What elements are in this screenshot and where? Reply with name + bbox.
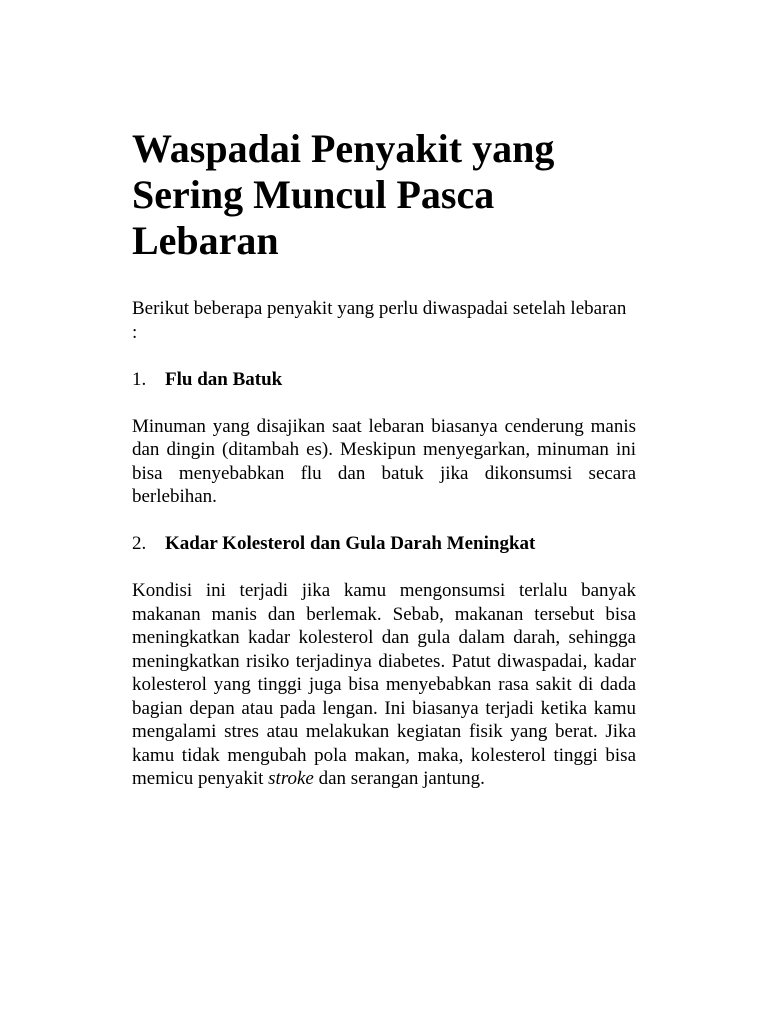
italic-term: stroke	[268, 768, 314, 789]
spacer	[132, 391, 636, 415]
spacer	[132, 556, 636, 580]
section-number: 1.	[132, 368, 147, 390]
spacer	[132, 509, 636, 533]
spacer	[132, 344, 636, 368]
document-page	[132, 126, 636, 791]
section-heading-1	[132, 368, 636, 392]
section-heading-text: Flu dan Batuk	[165, 368, 283, 390]
intro-paragraph: Berikut beberapa penyakit yang perlu diwaspadai setelah lebaran :	[132, 298, 627, 343]
section-heading-text: Kadar Kolesterol dan Gula Darah Meningkat	[165, 533, 536, 554]
section-body-1: Minuman yang disajikan saat lebaran biasanya cenderung manis dan dingin (ditambah es). Meskipun menyegarkan, minuman ini bisa menyebabkan flu dan batuk jika dikonsumsi secara berlebihan.	[132, 415, 636, 507]
section-heading-2	[132, 532, 636, 556]
body-text: Kondisi ini terjadi jika kamu mengonsumsi terlalu banyak makanan manis dan berlemak. Sebab, makanan tersebut bisa meningkatkan kadar kolesterol dan gula dalam darah, sehingga meningkatkan risiko terjadinya diabetes. Patut diwaspadai, kadar kolesterol yang tinggi juga bisa menyebabkan rasa sakit di dada bagian depan atau pada lengan. Ini biasanya terjadi ketika kamu mengalami stres atau melakukan kegiatan fisik yang berat. Jika kamu tidak mengubah pola makan, maka, kolesterol tinggi bisa memicu penyakit	[132, 580, 636, 789]
document-title: Waspadai Penyakit yang Sering Muncul Pasca Lebaran	[132, 126, 555, 263]
body-text: dan serangan jantung.	[313, 768, 485, 789]
section-number: 2.	[132, 533, 147, 554]
section-body-2	[132, 579, 636, 791]
